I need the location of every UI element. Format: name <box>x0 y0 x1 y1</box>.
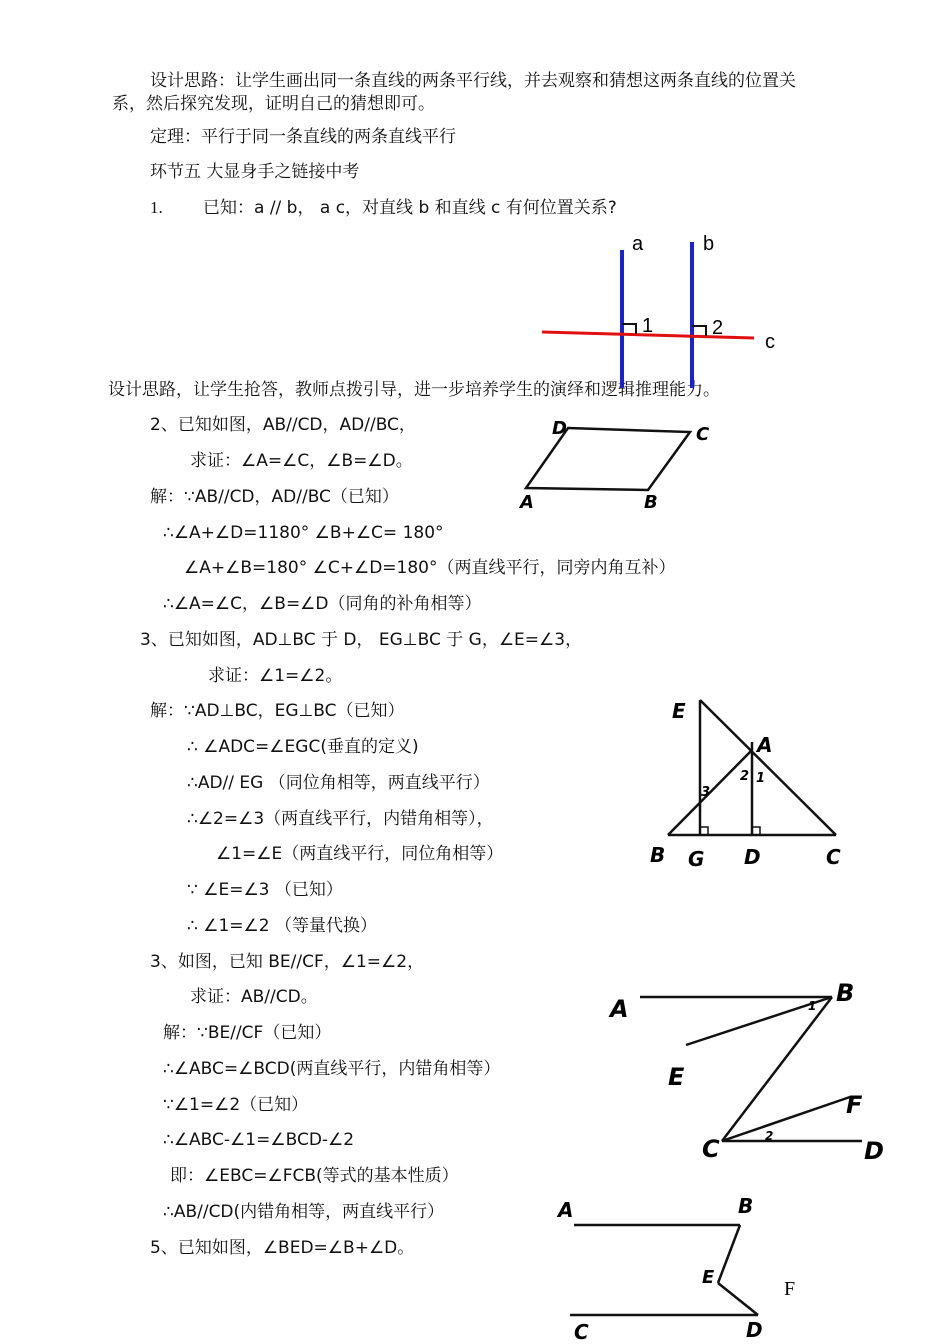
label-C: C <box>826 845 841 869</box>
label-F: F <box>784 1278 796 1300</box>
right-angle-mark-2 <box>692 326 706 336</box>
label-A: A <box>558 1198 574 1222</box>
problem-4-sol-6: ∴AB//CD(内错角相等，两直线平行） <box>163 1202 445 1222</box>
label-angle-3: 3 <box>701 785 711 800</box>
problem-3-sol-3: ∴AD// EG （同位角相等，两直线平行） <box>187 773 490 793</box>
label-angle-1: 1 <box>642 315 654 337</box>
figure-z-shape <box>600 975 895 1170</box>
right-angle-mark-1 <box>622 324 636 334</box>
label-A: A <box>757 733 773 757</box>
problem-3-sol-1: 解：∵AD⊥BC，EG⊥BC（已知） <box>150 701 405 721</box>
label-angle-2: 2 <box>765 1129 774 1143</box>
label-D: D <box>552 418 567 439</box>
design-idea-line-3: 设计思路，让学生抢答，教师点拨引导，进一步培养学生的演绎和逻辑推理能力。 <box>108 380 720 400</box>
problem-2-prove: 求证：∠A=∠C，∠B=∠D。 <box>190 451 413 471</box>
problem-2-sol-4: ∴∠A=∠C，∠B=∠D（同角的补角相等） <box>163 594 482 614</box>
label-c: c <box>765 331 775 353</box>
figure-parallel-lines <box>530 228 790 388</box>
problem-3-sol-7: ∴ ∠1=∠2 （等量代换） <box>187 916 377 936</box>
label-angle-2: 2 <box>712 317 724 339</box>
problem-3-prove: 求证：∠1=∠2。 <box>208 666 343 686</box>
design-idea-line-2: 系，然后探究发现，证明自己的猜想即可。 <box>112 94 435 114</box>
problem-2-given: 2、已知如图，AB//CD，AD//BC， <box>150 415 416 435</box>
problem-4-sol-1: 解：∵BE//CF（已知） <box>163 1023 332 1043</box>
problem-3-given: 3、已知如图，AD⊥BC 于 D， EG⊥BC 于 G，∠E=∠3， <box>140 630 583 650</box>
label-E: E <box>672 699 686 723</box>
label-angle-1: 1 <box>756 771 766 786</box>
problem-4-prove: 求证：AB//CD。 <box>190 987 318 1007</box>
label-angle-1: 1 <box>808 999 817 1013</box>
label-D: D <box>864 1137 884 1165</box>
label-G: G <box>688 847 705 871</box>
problem-3-sol-4: ∴∠2=∠3（两直线平行，内错角相等）， <box>187 809 494 829</box>
problem-5-given: 5、已知如图，∠BED=∠B+∠D。 <box>150 1238 415 1258</box>
label-a: a <box>632 233 644 255</box>
label-C: C <box>574 1320 589 1344</box>
label-B: B <box>738 1194 754 1218</box>
design-idea-line-1: 设计思路：让学生画出同一条直线的两条平行线，并去观察和猜想这两条直线的位置关 <box>150 71 796 91</box>
figure-triangle-perpendiculars <box>640 690 860 875</box>
figure-parallelogram <box>510 418 730 518</box>
problem-2-sol-1: 解：∵AB//CD，AD//BC（已知） <box>150 487 399 507</box>
label-B: B <box>836 979 855 1007</box>
label-A: A <box>610 995 629 1023</box>
label-E: E <box>702 1267 715 1288</box>
label-D: D <box>744 845 761 869</box>
label-D: D <box>746 1318 763 1342</box>
figure-bent-line <box>550 1195 810 1344</box>
problem-4-sol-2: ∴∠ABC=∠BCD(两直线平行，内错角相等） <box>163 1059 501 1079</box>
problem-1-statement: 已知：a // b， a c，对直线 b 和直线 c 有何位置关系? <box>203 198 617 218</box>
label-A: A <box>520 492 534 513</box>
label-angle-2: 2 <box>740 769 750 784</box>
problem-3-sol-2: ∴ ∠ADC=∠EGC(垂直的定义) <box>187 737 419 757</box>
problem-2-sol-3: ∠A+∠B=180° ∠C+∠D=180°（两直线平行，同旁内角互补） <box>184 558 676 578</box>
label-B: B <box>650 843 666 867</box>
theorem-line: 定理：平行于同一条直线的两条直线平行 <box>150 127 456 147</box>
problem-4-sol-5: 即：∠EBC=∠FCB(等式的基本性质） <box>170 1166 459 1186</box>
label-C: C <box>696 424 710 445</box>
problem-3-sol-6: ∵ ∠E=∠3 （已知） <box>187 880 343 900</box>
problem-4-sol-3: ∵∠1=∠2（已知） <box>163 1095 309 1115</box>
label-F: F <box>846 1091 863 1119</box>
label-E: E <box>668 1063 685 1091</box>
label-b: b <box>703 233 715 255</box>
section-title: 环节五 大显身手之链接中考 <box>150 162 360 182</box>
label-B: B <box>644 492 658 513</box>
problem-3-sol-5: ∠1=∠E（两直线平行，同位角相等） <box>216 844 504 864</box>
problem-4-given: 3、如图，已知 BE//CF，∠1=∠2， <box>150 952 425 972</box>
problem-4-sol-4: ∴∠ABC-∠1=∠BCD-∠2 <box>163 1130 355 1150</box>
problem-1-number: 1. <box>150 198 163 217</box>
label-C: C <box>702 1135 720 1163</box>
problem-2-sol-2: ∴∠A+∠D=1180° ∠B+∠C= 180° <box>163 523 444 543</box>
